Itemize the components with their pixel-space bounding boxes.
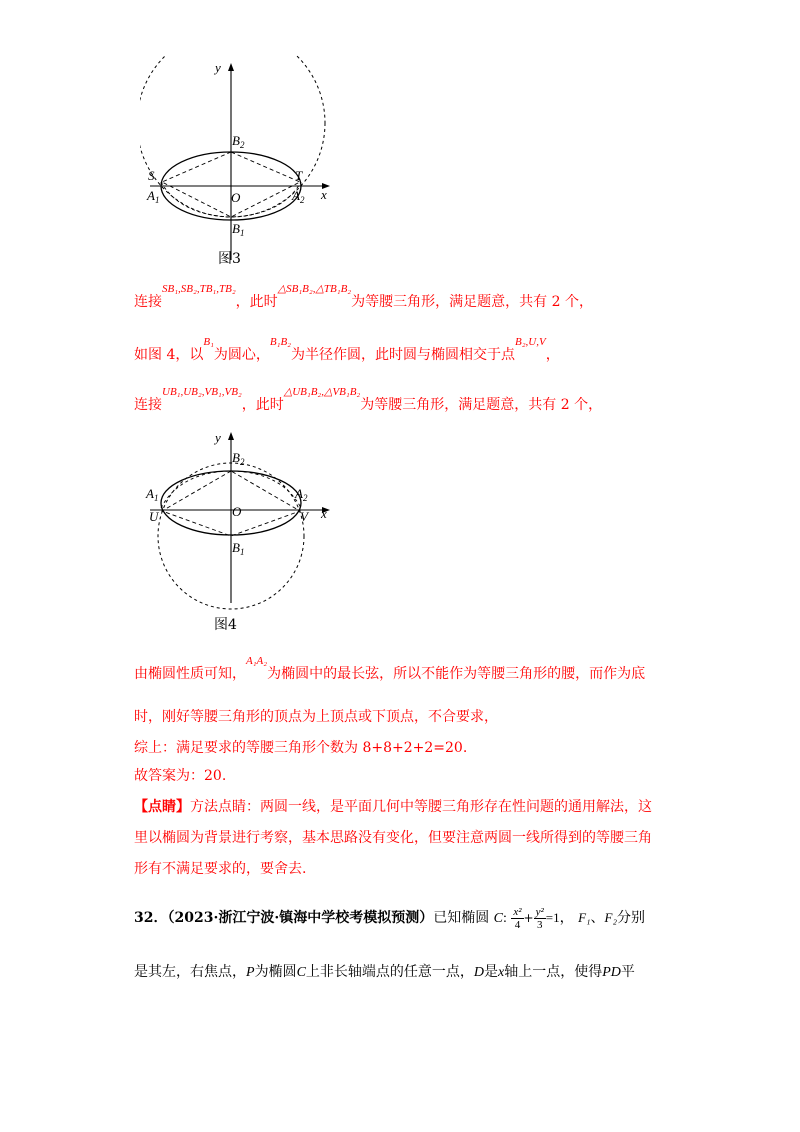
focus-f2: F₂ bbox=[604, 910, 618, 925]
fraction-x2-over-4: $\frac{\text{x²}}{4}$ bbox=[513, 905, 522, 931]
math-segments-st: SB₁,SB₂,TB₁,TB₂ bbox=[162, 283, 236, 295]
point-a2-label: $A_2$ bbox=[292, 188, 305, 205]
x-axis-label: x bbox=[321, 187, 327, 202]
point-s-label: S bbox=[148, 168, 155, 183]
figure-4 bbox=[140, 428, 340, 613]
math-segments-uv: UB₁,UB₂,VB₁,VB₂ bbox=[162, 386, 242, 398]
figure-3 bbox=[140, 55, 340, 270]
problem-32-line-1: 32．（2023·浙江宁波·镇海中学校考模拟预测）已知椭圆 C: $\frac{\text{x²}}{4}$ + $\frac{\text{y²}}{3}$ =1， F₁、F₂分别 bbox=[134, 905, 646, 931]
tip-line-2: 里以椭圆为背景进行考察，基本思路没有变化，但要注意两圆一线所得到的等腰三角 bbox=[134, 830, 652, 846]
problem-source: （2023·浙江宁波·镇海中学校考模拟预测） bbox=[167, 910, 434, 926]
origin-label: O bbox=[232, 504, 242, 519]
math-a1a2: A₁A₂ bbox=[246, 655, 268, 667]
x-axis-label: x bbox=[321, 506, 327, 521]
point-b2-label: $B_2$ bbox=[232, 450, 245, 467]
math-triangles-uv: △UB₁B₂,△VB₁B₂ bbox=[283, 386, 361, 398]
ellipse-c: C: bbox=[493, 911, 507, 926]
tip-line-3: 形有不满足要求的，要舍去. bbox=[134, 861, 307, 877]
tip-tag: 【点睛】 bbox=[134, 799, 190, 815]
figure-3-caption: 图3 bbox=[218, 251, 241, 267]
point-b1-label: $B_1$ bbox=[232, 540, 245, 557]
origin-label: O bbox=[231, 190, 241, 205]
point-b2-label: $B_2$ bbox=[232, 133, 245, 150]
math-triangles-st: △SB₁B₂,△TB₁B₂ bbox=[277, 283, 352, 295]
fraction-y2-over-3: $\frac{\text{y²}}{3}$ bbox=[535, 905, 544, 931]
point-u-label: U bbox=[149, 509, 159, 524]
paragraph-connect-st: 连接$^{SB_1,SB_2,TB_1,TB_2}$，此时$^{\triangle SB_1B_2,\triangle TB_1B_2}$为等腰三角形，满足题意，共有 2 个， bbox=[134, 283, 593, 310]
paragraph-longest-chord: 由椭圆性质可知，$^{A_1A_2}$为椭圆中的最长弦，所以不能作为等腰三角形的腰，而作为底 bbox=[134, 655, 646, 682]
problem-number: 32． bbox=[134, 910, 168, 926]
point-t-label: T bbox=[295, 168, 303, 183]
point-a2-label: $A_2$ bbox=[295, 486, 308, 503]
paragraph-figure4-intro: 如图 4，以$^{B_1}$为圆心，$^{B_1B_2}$为半径作圆，此时圆与椭圆相交于点$^{B_2,U,V}$， bbox=[134, 336, 560, 363]
figure-4-caption: 图4 bbox=[214, 617, 237, 633]
paragraph-summary: 综上：满足要求的等腰三角形个数为 8+8+2+2=20. bbox=[134, 740, 468, 756]
focus-f1: F₁ bbox=[578, 910, 591, 925]
tip-line-1: 【点睛】方法点睛：两圆一线，是平面几何中等腰三角形存在性问题的通用解法，这 bbox=[134, 799, 652, 815]
problem-32-line-2: 是其左，右焦点，P为椭圆C上非长轴端点的任意一点，D是x轴上一点，使得PD平 bbox=[134, 964, 635, 980]
y-axis-label: y bbox=[215, 430, 221, 445]
figure-3-diagram bbox=[140, 55, 340, 270]
math-points-b2uv: B₂,U,V bbox=[515, 336, 546, 348]
math-b1: B₁ bbox=[203, 336, 214, 348]
paragraph-answer: 故答案为：20. bbox=[134, 768, 227, 784]
y-axis-label: y bbox=[215, 60, 221, 75]
figure-4-diagram bbox=[140, 428, 340, 613]
paragraph-connect-uv: 连接$^{UB_1,UB_2,VB_1,VB_2}$，此时$^{\triangle UB_1B_2,\triangle VB_1B_2}$为等腰三角形，满足题意，共有 2 个， bbox=[134, 386, 603, 413]
math-b1b2: B₁B₂ bbox=[269, 336, 291, 348]
point-a1-label: $A_1$ bbox=[146, 486, 159, 503]
paragraph-vertex-note: 时，刚好等腰三角形的顶点为上顶点或下顶点，不合要求， bbox=[134, 709, 498, 725]
point-a1-label: $A_1$ bbox=[147, 188, 160, 205]
point-b1-label: $B_1$ bbox=[232, 221, 245, 238]
point-v-label: V bbox=[300, 509, 308, 524]
